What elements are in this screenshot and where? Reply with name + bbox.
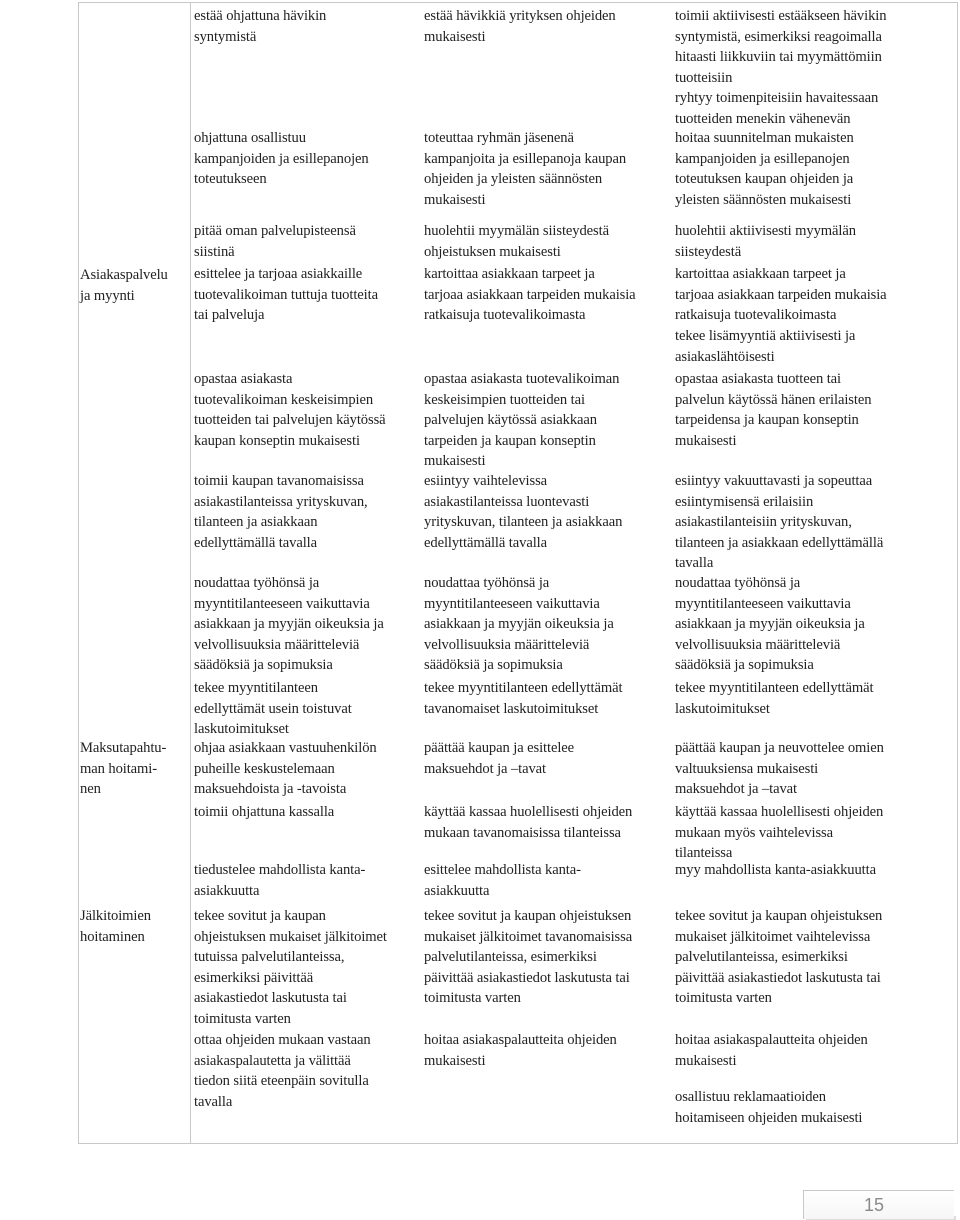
col1-item: toimii ohjattuna kassalla [194,804,335,820]
table-border-top [78,2,958,3]
col1-item: tekee sovitut ja kaupan ohjeistuksen mukaiset jälkitoimet tutuissa palvelutilanteissa, esimerkiksi päivittää asiakastiedot laskutusta tai toimitusta varten [194,908,387,1027]
col3-item: päättää kaupan ja neuvottelee omien valtuuksiensa mukaisesti maksuehdot ja –tavat [675,740,884,797]
col2-item: noudattaa työhönsä ja myyntitilanteeseen vaikuttavia asiakkaan ja myyjän oikeuksia ja velvollisuuksia määritteleviä säädöksiä ja sopimuksia [424,575,614,673]
table-border-bottom [78,1143,958,1144]
page-number-box [803,1190,954,1219]
col2-item: kartoittaa asiakkaan tarpeet ja tarjoaa asiakkaan tarpeiden mukaisia ratkaisuja tuotevalikoimasta [424,266,636,323]
col2-item: opastaa asiakasta tuotevalikoiman keskeisimpien tuotteiden tai palvelujen käytössä asiakkaan tarpeiden ja kaupan konseptin mukaisesti [424,371,620,469]
col1-item: tekee myyntitilanteen edellyttämät usein toistuvat laskutoimitukset [194,680,352,737]
col3-item: opastaa asiakasta tuotteen tai palvelun käytössä hänen erilaisten tarpeidensa ja kaupan konseptin mukaisesti [675,371,872,449]
col2-item: estää hävikkiä yrityksen ohjeiden mukaisesti [424,8,616,45]
col3-item: huolehtii aktiivisesti myymälän siisteydestä [675,223,856,260]
col2-item: huolehtii myymälän siisteydestä ohjeistuksen mukaisesti [424,223,609,260]
col3-item: käyttää kassaa huolellisesti ohjeiden mukaan myös vaihtelevissa tilanteissa [675,804,884,861]
table-border-col1 [190,2,191,1144]
col1-item: ohjattuna osallistuu kampanjoiden ja esillepanojen toteutukseen [194,130,369,187]
col3-item: hoitaa suunnitelman mukaisten kampanjoiden ja esillepanojen toteutuksen kaupan ohjeiden ja yleisten säännösten mukaisesti [675,130,854,208]
col1-item: noudattaa työhönsä ja myyntitilanteeseen vaikuttavia asiakkaan ja myyjän oikeuksia ja velvollisuuksia määritteleviä säädöksiä ja sopimuksia [194,575,384,673]
table-border-left [78,2,79,1144]
col1-item: ottaa ohjeiden mukaan vastaan asiakaspalautetta ja välittää tiedon siitä eteenpäin sovitulla tavalla [194,1032,371,1110]
area-label-maksutapahtuma: Maksutapahtu- man hoitami- nen [80,740,167,797]
col1-item: esittelee ja tarjoaa asiakkaille tuotevalikoiman tuttuja tuotteita tai palveluja [194,266,378,323]
area-label-jalkitoimien: Jälkitoimien hoitaminen [80,908,151,945]
col2-item: toteuttaa ryhmän jäsenenä kampanjoita ja esillepanoja kaupan ohjeiden ja yleisten säännösten mukaisesti [424,130,627,208]
col3-item: myy mahdollista kanta-asiakkuutta [675,862,876,878]
col3-item: ryhtyy toimenpiteisiin havaitessaan tuotteiden menekin vähenevän [675,90,879,127]
col2-item: esiintyy vaihtelevissa asiakastilanteissa luontevasti yrityskuvan, tilanteen ja asiakkaan edellyttämällä tavalla [424,473,623,551]
col3-item: tekee sovitut ja kaupan ohjeistuksen mukaiset jälkitoimet vaihtelevissa palvelutilanteissa, esimerkiksi päivittää asiakastiedot laskutusta tai toimitusta varten [675,908,883,1006]
col1-item: toimii kaupan tavanomaisissa asiakastilanteissa yrityskuvan, tilanteen ja asiakkaan edellyttämällä tavalla [194,473,368,551]
col3-item: esiintyy vakuuttavasti ja sopeuttaa esiintymisensä erilaisiin asiakastilanteisiin yrityskuvan, tilanteen ja asiakkaan edellyttämällä tavalla [675,473,884,571]
col3-item: tekee myyntitilanteen edellyttämät laskutoimitukset [675,680,874,717]
col1-item: pitää oman palvelupisteensä siistinä [194,223,356,260]
col3-item: toimii aktiivisesti estääkseen hävikin syntymistä, esimerkiksi reagoimalla hitaasti liikkuviin tai myymättömiin tuotteisiin [675,8,887,86]
col2-item: tekee myyntitilanteen edellyttämät tavanomaiset laskutoimitukset [424,680,623,717]
col2-item: tekee sovitut ja kaupan ohjeistuksen mukaiset jälkitoimet tavanomaisissa palvelutilanteissa, esimerkiksi päivittää asiakastiedot laskutusta tai toimitusta varten [424,908,633,1006]
table-border-right [957,2,958,1144]
col3-item: hoitaa asiakaspalautteita ohjeiden mukaisesti [675,1032,868,1069]
col3-item: noudattaa työhönsä ja myyntitilanteeseen vaikuttavia asiakkaan ja myyjän oikeuksia ja velvollisuuksia määritteleviä säädöksiä ja sopimuksia [675,575,865,673]
col2-item: hoitaa asiakaspalautteita ohjeiden mukaisesti [424,1032,617,1069]
col1-item: tiedustelee mahdollista kanta- asiakkuutta [194,862,366,899]
col1-item: estää ohjattuna hävikin syntymistä [194,8,327,45]
col3-item: osallistuu reklamaatioiden hoitamiseen ohjeiden mukaisesti [675,1089,863,1126]
col1-item: opastaa asiakasta tuotevalikoiman keskeisimpien tuotteiden tai palvelujen käytössä kaupan konseptin mukaisesti [194,371,386,449]
col1-item: ohjaa asiakkaan vastuuhenkilön puheille keskustelemaan maksuehdoista ja -tavoista [194,740,377,797]
col2-item: esittelee mahdollista kanta- asiakkuutta [424,862,581,899]
page-number: 15 [863,1195,884,1215]
col2-item: käyttää kassaa huolellisesti ohjeiden mukaan tavanomaisissa tilanteissa [424,804,633,841]
col3-item: tekee lisämyyntiä aktiivisesti ja asiakaslähtöisesti [675,328,856,365]
col3-item: kartoittaa asiakkaan tarpeet ja tarjoaa asiakkaan tarpeiden mukaisia ratkaisuja tuotevalikoimasta [675,266,887,323]
col2-item: päättää kaupan ja esittelee maksuehdot ja –tavat [424,740,575,777]
area-label-asiakaspalvelu: Asiakaspalvelu ja myynti [80,267,168,304]
